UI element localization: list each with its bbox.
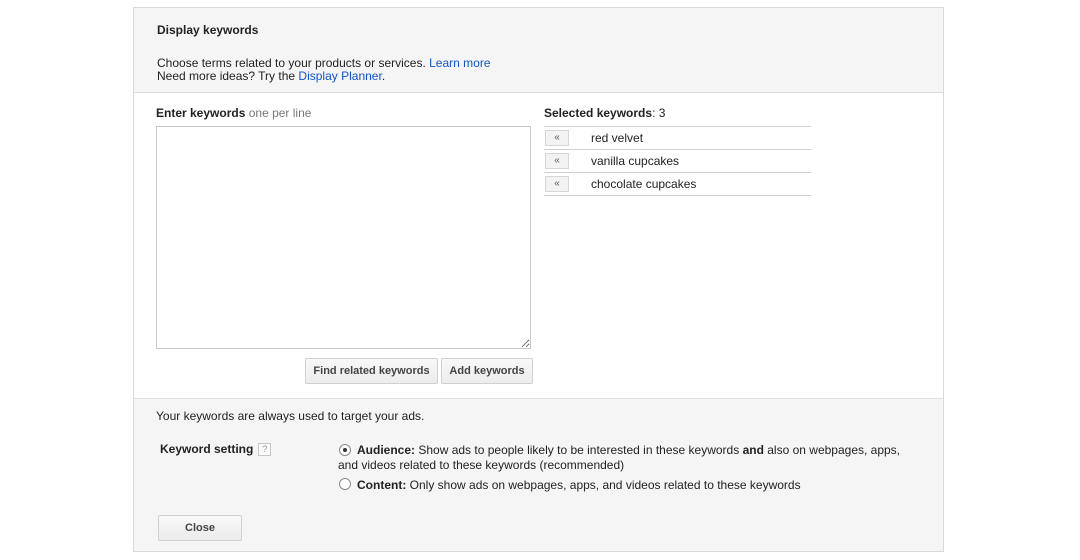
display-keywords-panel: [133, 7, 944, 552]
description-line-1: [157, 56, 491, 70]
find-related-keywords-button[interactable]: Find related keywords: [305, 358, 438, 384]
audience-option-line-2: and videos related to these keywords (recommended): [338, 458, 625, 472]
keyword-setting-label: [160, 442, 271, 456]
selected-keywords-label: [544, 106, 665, 120]
audience-option-text-2: also on webpages, apps,: [767, 443, 901, 457]
remove-keyword-button[interactable]: «: [545, 176, 569, 192]
audience-radio[interactable]: [339, 444, 351, 456]
description-text: Choose terms related to your products or services.: [157, 56, 426, 70]
remove-keyword-button[interactable]: «: [545, 153, 569, 169]
keyword-setting-title: Keyword setting: [160, 442, 254, 456]
more-ideas-text: Need more ideas? Try the: [157, 69, 296, 83]
content-option: [357, 477, 801, 493]
selected-keywords-list: [544, 126, 811, 196]
help-icon[interactable]: ?: [258, 443, 271, 456]
remove-keyword-button[interactable]: «: [545, 130, 569, 146]
planner-suffix: .: [381, 69, 386, 83]
selected-keywords-title: Selected keywords: [544, 106, 653, 120]
add-keywords-button[interactable]: Add keywords: [441, 358, 533, 384]
display-planner-link[interactable]: Display Planner: [298, 69, 382, 83]
keyword-setting-section: [134, 431, 943, 551]
selected-keyword-text: red velvet: [591, 131, 644, 145]
targeting-note-bar: [134, 398, 943, 432]
audience-option-and: and: [742, 443, 764, 457]
selected-keyword-item: [544, 127, 811, 150]
enter-keywords-hint: one per line: [248, 106, 312, 120]
content-option-title: Content:: [357, 478, 407, 492]
selected-keyword-text: chocolate cupcakes: [591, 177, 697, 191]
panel-title: Display keywords: [157, 23, 259, 37]
learn-more-link[interactable]: Learn more: [429, 56, 491, 70]
audience-option-title: Audience:: [357, 443, 416, 457]
selected-keyword-text: vanilla cupcakes: [591, 154, 680, 168]
keywords-editor: [134, 93, 943, 398]
keywords-textarea[interactable]: [156, 126, 531, 349]
audience-option-line-1: [357, 442, 937, 458]
audience-option-text: Show ads to people likely to be interested in these keywords: [418, 443, 740, 457]
selected-keyword-item: [544, 173, 811, 196]
description-line-2: [157, 69, 385, 83]
selected-keywords-count: : 3: [652, 106, 666, 120]
enter-keywords-label: [156, 106, 311, 120]
enter-keywords-title: Enter keywords: [156, 106, 246, 120]
close-button[interactable]: Close: [158, 515, 242, 541]
content-radio[interactable]: [339, 478, 351, 490]
selected-keyword-item: [544, 150, 811, 173]
content-option-text: Only show ads on webpages, apps, and videos related to these keywords: [409, 478, 801, 492]
targeting-note: Your keywords are always used to target your ads.: [156, 409, 425, 423]
panel-header: [134, 8, 943, 93]
